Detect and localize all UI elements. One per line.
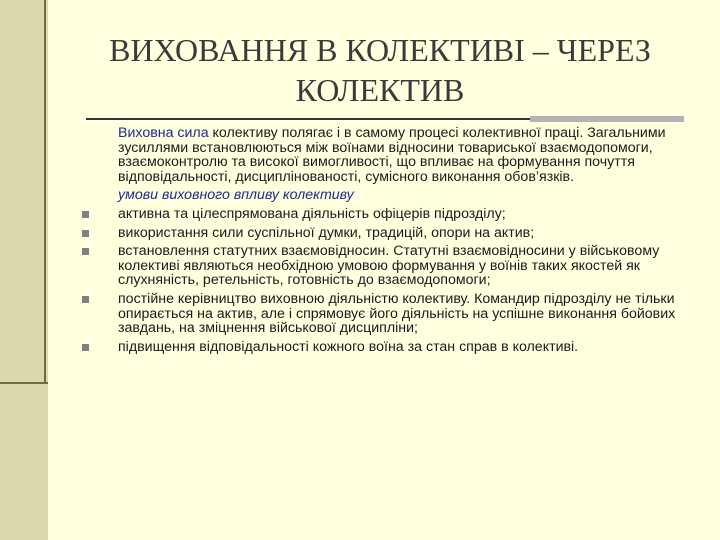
intro-paragraph	[60, 126, 714, 184]
bullet-item: активна та цілеспрямована діяльність офіцерів підрозділу;	[60, 207, 714, 222]
bullet-item: використання сили суспільної думки, традицій, опори на актив;	[60, 226, 714, 241]
left-decorative-band	[0, 0, 48, 540]
intro-highlight: Виховна сила	[118, 125, 209, 141]
left-vertical-rule	[44, 0, 46, 384]
subheading: умови виховного впливу колективу	[118, 187, 354, 204]
slide-title: ВИХОВАННЯ В КОЛЕКТИВІ – ЧЕРЕЗ КОЛЕКТИВ	[109, 32, 651, 108]
slide-content	[60, 126, 714, 358]
title-underline-accent	[530, 116, 684, 122]
intro-text: колективу полягає і в самому процесі колективної праці. Загальними зусиллями встановлюються між воїнами відносини товариської взаємодопомоги, взаємоконтролю та високої вимогливості, що впливає на формування почуття відповідальності, дисциплінованості, сумісного виконання обов’язків.	[118, 125, 666, 185]
bullet-item: встановлення статутних взаємовідносин. Статутні взаємовідносини у військовому колективі являються необхідною умовою формування у воїнів таких якостей як слухняність, ретельність, готовність до взаємодопомоги;	[60, 244, 714, 288]
left-horizontal-rule	[0, 382, 48, 384]
bullet-item: постійне керівництво виховною діяльністю колективу. Командир підрозділу не тільки опирається на актив, але і спрямовує його діяльність на успішне виконання бойових завдань, на зміцнення військової дисципліни;	[60, 292, 714, 336]
bullet-item: підвищення відповідальності кожного воїна за стан справ в колективі.	[60, 340, 714, 355]
